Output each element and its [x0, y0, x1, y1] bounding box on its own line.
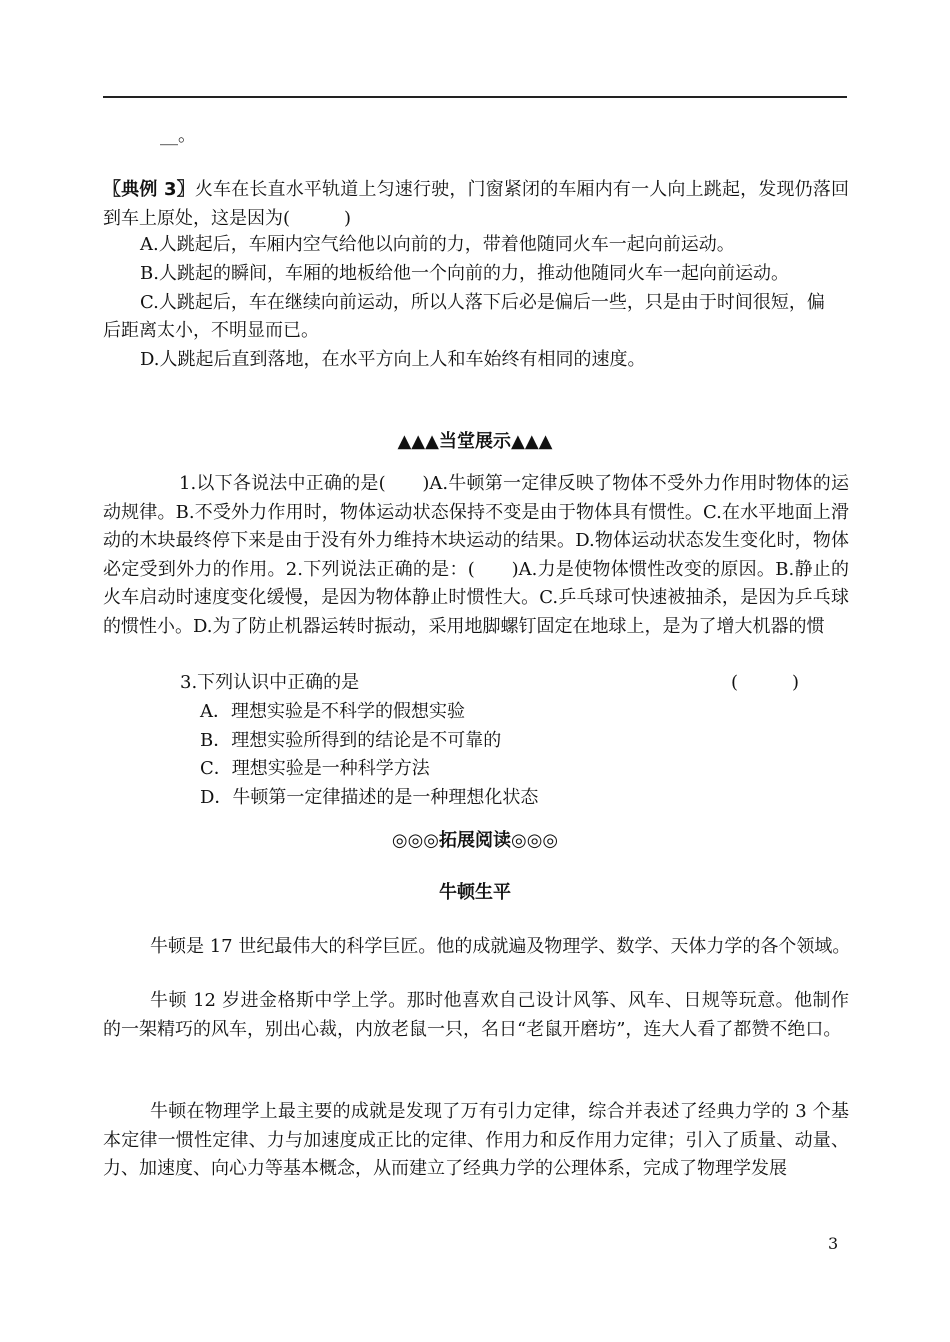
example3-question-text: 火车在长直水平轨道上匀速行驶，门窗紧闭的车厢内有一人向上跳起，发现仍落回到车上原处，这是因为( )	[103, 179, 850, 229]
q3-option-c: C．理想实验是一种科学方法	[200, 758, 430, 779]
reading-paragraph-1: 牛顿是 17 世纪最伟大的科学巨匠。他的成就遍及物理学、数学、天体力学的各个领域。	[150, 936, 851, 957]
section-title-display: ▲▲▲当堂展示▲▲▲	[397, 431, 553, 452]
section-title-reading: ◎◎◎拓展阅读◎◎◎	[391, 830, 559, 851]
example3-option-c: C.人跳起后，车在继续向前运动，所以人落下后必是偏后一些，只是由于时间很短，偏	[140, 292, 825, 313]
reading-subtitle: 牛顿生平	[439, 882, 511, 903]
example3-option-c-cont: 后距离太小，不明显而已。	[103, 320, 319, 341]
q3-option-a: A．理想实验是不科学的假想实验	[200, 701, 465, 722]
q3-bracket: ( )	[731, 672, 800, 693]
reading-paragraph-3: 牛顿在物理学上最主要的成就是发现了万有引力定律，综合并表述了经典力学的 3 个基本定律一惯性定律、力与加速度成正比的定律、作用力和反作用力定律；引入了质量、动量、力、加速度、向心力等基本概念，从而建立了经典力学的公理体系，完成了物理学发展	[103, 1101, 849, 1179]
example3-option-d: D.人跳起后直到落地，在水平方向上人和车始终有相同的速度。	[140, 349, 646, 370]
q3-option-b: B．理想实验所得到的结论是不可靠的	[200, 730, 502, 751]
page-number: 3	[828, 1234, 839, 1253]
example3-option-b: B.人跳起的瞬间，车厢的地板给他一个向前的力，推动他随同火车一起向前运动。	[140, 263, 789, 284]
example3-label: 〖典例 3〗	[103, 179, 195, 200]
q3-option-d: D．牛顿第一定律描述的是一种理想化状态	[200, 787, 539, 808]
top-line-fragment: __。	[160, 125, 196, 146]
reading-paragraph-2: 牛顿 12 岁进金格斯中学上学。那时他喜欢自己设计风筝、风车、日规等玩意。他制作的一架精巧的风车，别出心裁，内放老鼠一只，名日“老鼠开磨坊”，连大人看了都赞不绝口。	[103, 990, 849, 1040]
q3-stem: 3.下列认识中正确的是	[180, 672, 360, 693]
header-rule	[103, 96, 847, 98]
example3-question	[103, 176, 849, 233]
display-paragraph: 1.以下各说法中正确的是( )A.牛顿第一定律反映了物体不受外力作用时物体的运动规律。B.不受外力作用时，物体运动状态保持不变是由于物体具有惯性。C.在水平地面上滑动的木块最终停下来是由于没有外力维持木块运动的结果。D.物体运动状态发生变化时，物体必定受到外力的作用。2.下列说法正确的是：( )A.力是使物体惯性改变的原因。B.静止的火车启动时速度变化缓慢，是因为物体静止时惯性大。C.乒乓球可快速被抽杀，是因为乒乓球的惯性小。D.为了防止机器运转时振动，采用地脚螺钉固定在地球上，是为了增大机器的惯	[103, 473, 849, 637]
example3-option-a: A.人跳起后，车厢内空气给他以向前的力，带着他随同火车一起向前运动。	[140, 234, 735, 255]
